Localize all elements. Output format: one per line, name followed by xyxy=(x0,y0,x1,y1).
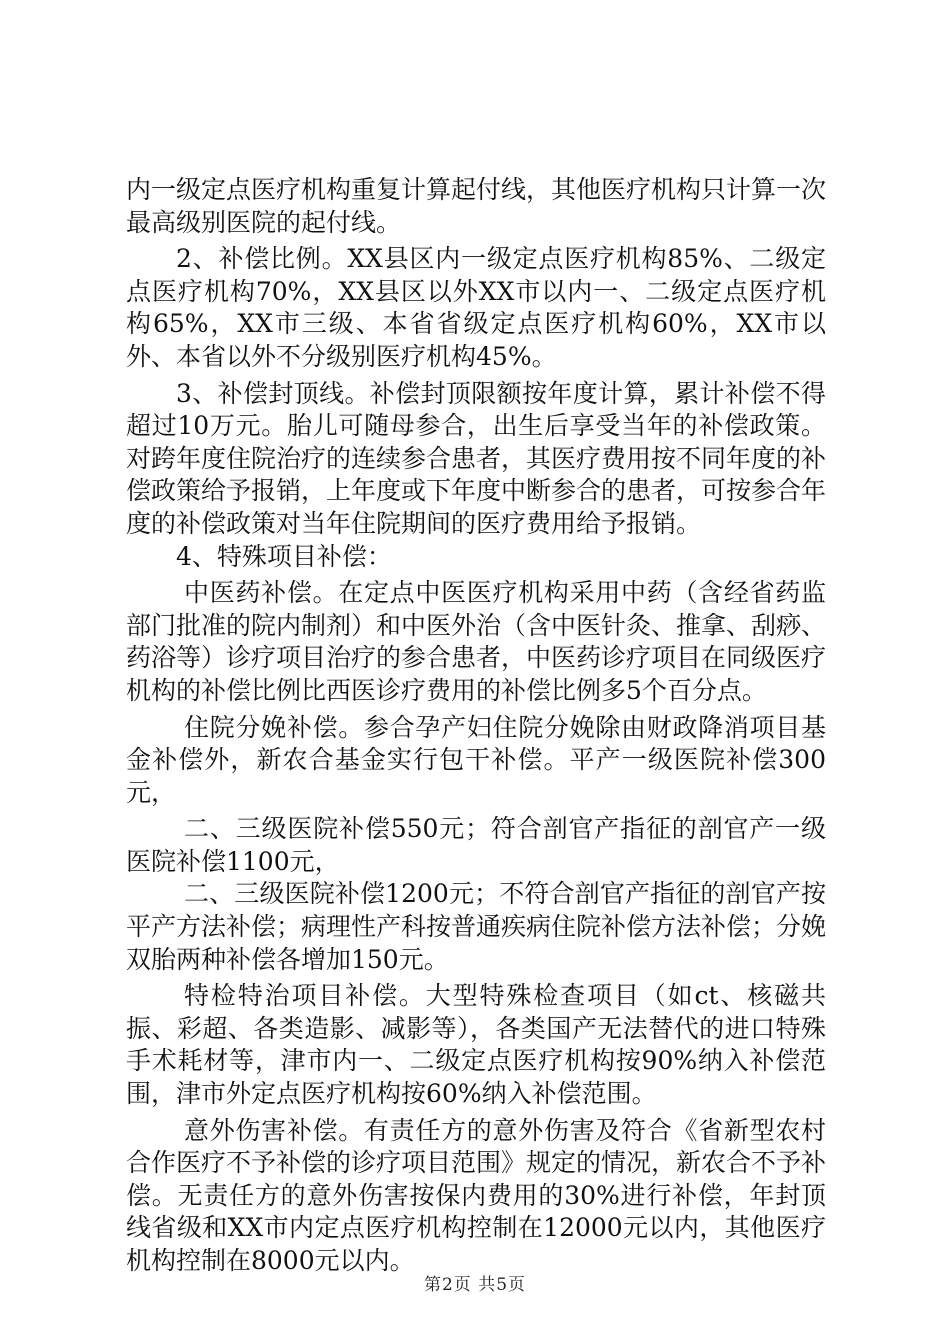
paragraph-continuation: 内一级定点医疗机构重复计算起付线，其他医疗机构只计算一次最高级别医院的起付线。 xyxy=(126,175,827,237)
paragraph-accident-injury-compensation: 意外伤害补偿。有责任方的意外伤害及符合《省新型农村合作医疗不予补偿的诊疗项目范围》规定的情况，新农合不予补偿。无责任方的意外伤害按保内费用的30%进行补偿，年封顶线省级和XX市内定点医疗机构控制在12000元以内，其他医疗机构控制在8000元以内。 xyxy=(126,1115,827,1275)
paragraph-compensation-cap: 3、补偿封顶线。补偿封顶限额按年度计算，累计补偿不得超过10万元。胎儿可随母参合，出生后享受当年的补偿政策。对跨年度住院治疗的连续参合患者，其医疗费用按不同年度的补偿政策给予报销，上年度或下年度中断参合的患者，可按参合年度的补偿政策对当年住院期间的医疗费用给予报销。 xyxy=(126,378,827,538)
document-body xyxy=(126,174,826,1278)
paragraph-special-exam-compensation: 特检特治项目补偿。大型特殊检查项目（如ct、核磁共振、彩超、各类造影、减影等），各类国产无法替代的进口特殊手术耗材等，津市内一、二级定点医疗机构按90%纳入补偿范围，津市外定点医疗机构按60%纳入补偿范围。 xyxy=(126,981,826,1109)
paragraph-childbirth-compensation: 住院分娩补偿。参合孕产妇住院分娩除由财政降消项目基金补偿外，新农合基金实行包干补偿。平产一级医院补偿300元， xyxy=(126,712,826,807)
paragraph-special-items-heading: 4、特殊项目补偿： xyxy=(176,541,392,571)
paragraph-level-two-three-hospitals-a: 二、三级医院补偿550元；符合剖官产指征的剖官产一级医院补偿1100元， xyxy=(126,814,826,876)
paragraph-tcm-compensation: 中医药补偿。在定点中医医疗机构采用中药（含经省药监部门批准的院内制剂）和中医外治（含中医针灸、推拿、刮痧、药浴等）诊疗项目治疗的参合患者，中医药诊疗项目在同级医疗机构的补偿比例比西医诊疗费用的补偿比例多5个百分点。 xyxy=(126,578,827,705)
page-number-footer: 第2页 共5页 xyxy=(423,1275,527,1295)
paragraph-level-two-three-hospitals-b: 二、三级医院补偿1200元；不符合剖官产指征的剖官产按平产方法补偿；病理性产科按普通疾病住院补偿方法补偿；分娩双胎两种补偿各增加150元。 xyxy=(126,879,827,974)
paragraph-compensation-ratio: 2、补偿比例。XX县区内一级定点医疗机构85%、二级定点医疗机构70%，XX县区以外XX市以内一、二级定点医疗机构65%，XX市三级、本省省级定点医疗机构60%，XX市以外、本省以外不分级别医疗机构45%。 xyxy=(126,244,826,371)
